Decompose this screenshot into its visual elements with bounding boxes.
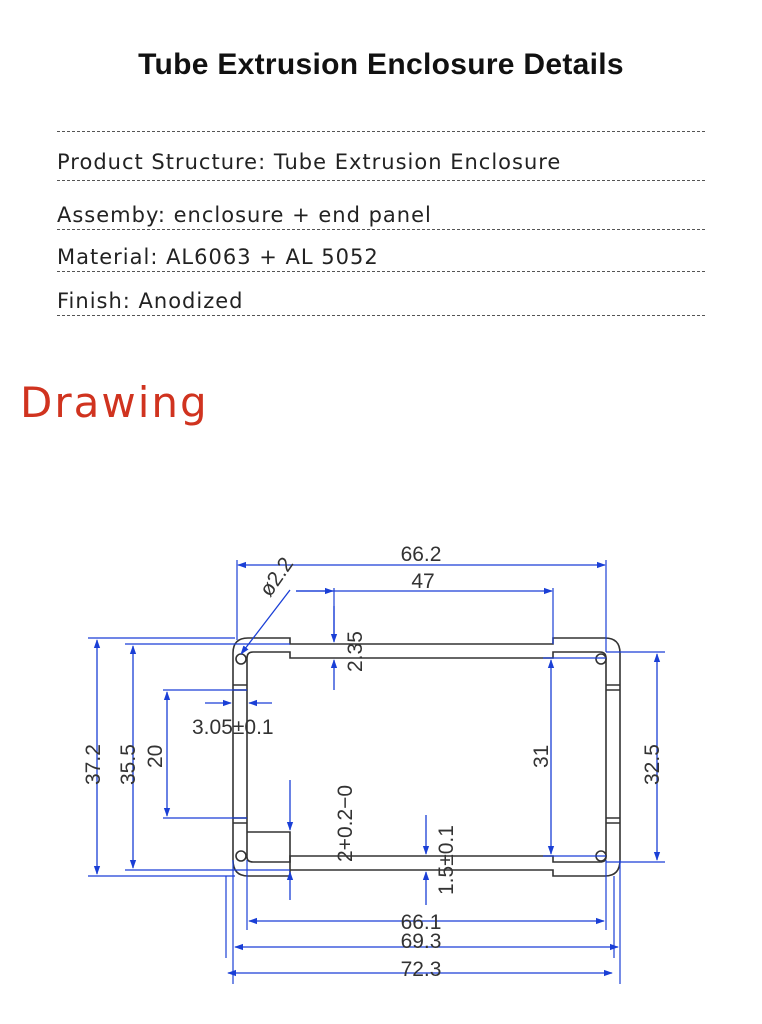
dim-hole-diameter: ø2.2 (255, 553, 299, 601)
dim-bottom-69-3: 69.3 (400, 930, 442, 953)
dim-wall-thickness: 1.5±0.1 (435, 825, 458, 895)
dim-top-gap: 2.35 (344, 631, 367, 672)
dimension-lines (97, 565, 657, 973)
dim-slot-height: 20 (144, 744, 167, 768)
dim-left-outer-height: 37.2 (82, 744, 105, 785)
spec-finish: Finish: Anodized (57, 289, 244, 313)
dim-left-inner-height: 35.5 (117, 744, 140, 785)
dim-right-outer: 32.5 (641, 744, 664, 785)
dim-top-outer: 66.2 (400, 543, 442, 566)
dim-bottom-66-1: 66.1 (400, 911, 442, 934)
spec-material: Material: AL6063 + AL 5052 (57, 245, 379, 269)
dim-slot-width: 3.05±0.1 (192, 716, 274, 739)
page-title: Tube Extrusion Enclosure Details (138, 48, 624, 81)
spec-product-structure: Product Structure: Tube Extrusion Enclosure (57, 150, 562, 174)
dim-right-inner: 31 (530, 744, 553, 768)
spec-assembly: Assemby: enclosure + end panel (57, 203, 432, 227)
drawing-heading: Drawing (20, 378, 209, 427)
dim-bottom-72-3: 72.3 (400, 958, 442, 981)
dim-bottom-gap: 2+0.2−0 (334, 784, 357, 862)
dim-top-inner: 47 (411, 570, 435, 593)
